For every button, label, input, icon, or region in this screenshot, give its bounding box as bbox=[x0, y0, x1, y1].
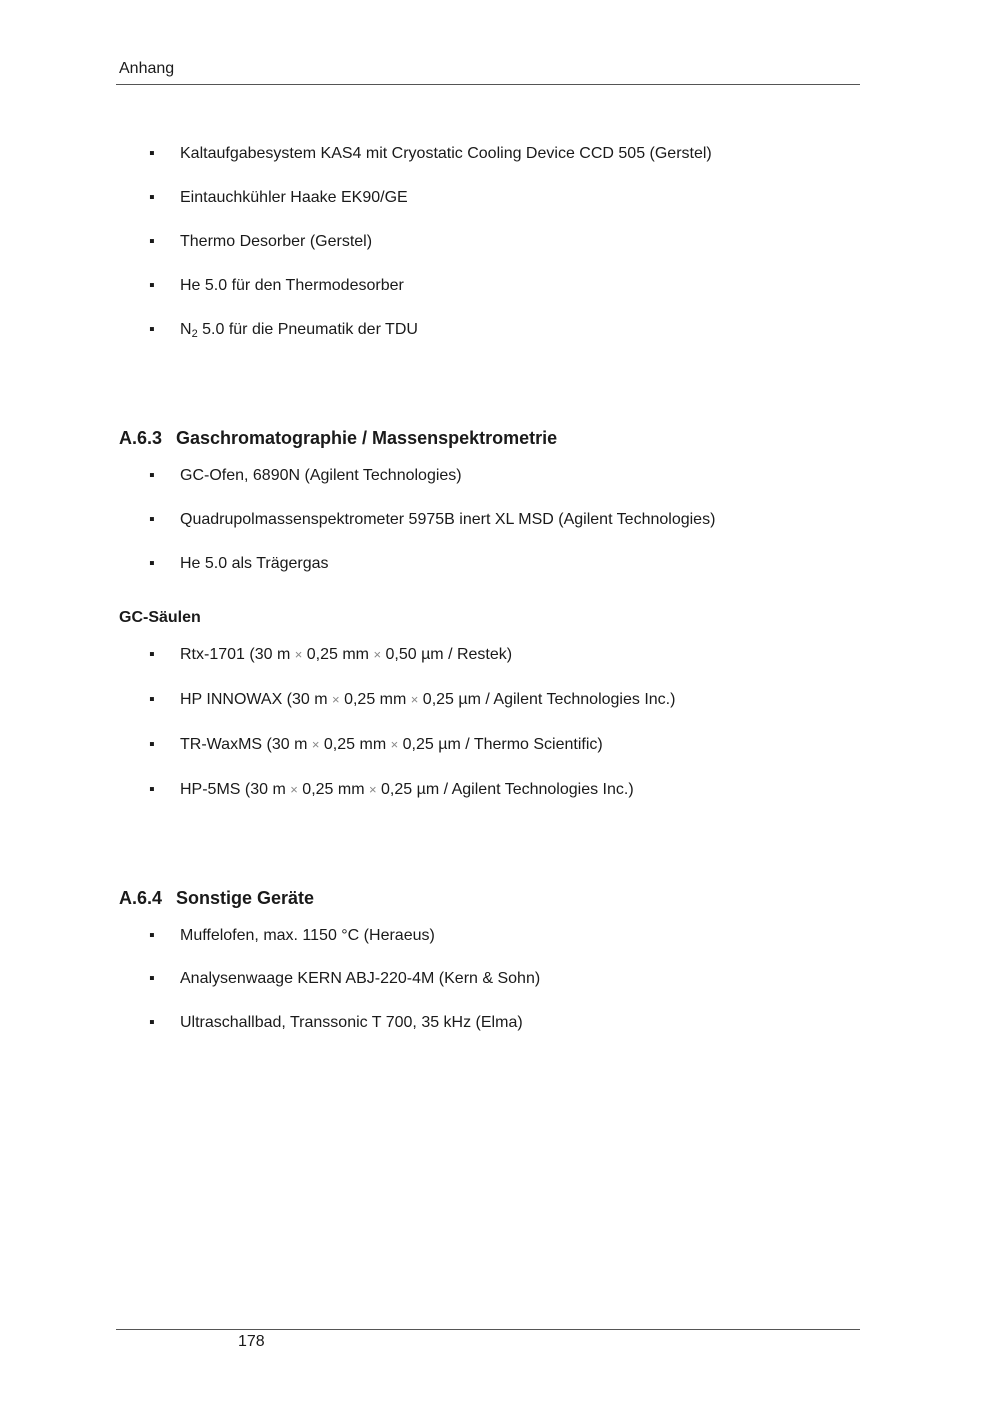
list-item bbox=[0, 186, 1000, 210]
column-part-c: 0,25 µm / Agilent Technologies Inc.) bbox=[418, 691, 676, 708]
header-title: Anhang bbox=[119, 60, 175, 77]
times-icon: × bbox=[294, 647, 303, 662]
column-part-c: 0,50 µm / Restek) bbox=[381, 646, 513, 663]
list-item-text: Thermo Desorber (Gerstel) bbox=[180, 233, 373, 250]
section-title: Sonstige Geräte bbox=[176, 888, 315, 908]
list-item bbox=[0, 733, 1000, 757]
list-item-text: Analysenwaage KERN ABJ-220-4M (Kern & Sohn) bbox=[180, 970, 541, 987]
bullet-icon: ▪ bbox=[149, 781, 155, 798]
list-item-text bbox=[180, 643, 512, 667]
list-item bbox=[0, 688, 1000, 712]
section-number: A.6.3 bbox=[119, 428, 163, 448]
list-item-text: Quadrupolmassenspektrometer 5975B inert XL MSD (Agilent Technologies) bbox=[180, 511, 716, 528]
bullet-icon: ▪ bbox=[149, 736, 155, 753]
times-icon: × bbox=[290, 782, 298, 797]
page-number: 178 bbox=[238, 1333, 265, 1350]
n2-subscript: 2 bbox=[191, 328, 198, 340]
bullet-icon: ▪ bbox=[149, 467, 155, 484]
column-part-b: 0,25 mm bbox=[302, 646, 374, 663]
bullet-icon: ▪ bbox=[149, 646, 155, 663]
section-number: A.6.4 bbox=[119, 888, 163, 908]
bullet-icon: ▪ bbox=[149, 1014, 155, 1031]
list-item bbox=[0, 778, 1000, 802]
list-item-text: He 5.0 für den Thermodesorber bbox=[180, 277, 404, 294]
times-icon: × bbox=[311, 737, 320, 752]
list-item-text bbox=[180, 318, 418, 346]
times-icon: × bbox=[373, 647, 382, 662]
section-heading-a63 bbox=[119, 426, 557, 450]
footer-divider bbox=[116, 1329, 860, 1330]
list-item-text: Kaltaufgabesystem KAS4 mit Cryostatic Cooling Device CCD 505 (Gerstel) bbox=[180, 145, 712, 162]
column-part-c: 0,25 µm / Thermo Scientific) bbox=[398, 736, 603, 753]
bullet-icon: ▪ bbox=[149, 927, 155, 944]
bullet-icon: ▪ bbox=[149, 145, 155, 162]
bullet-icon: ▪ bbox=[149, 189, 155, 206]
bullet-icon: ▪ bbox=[149, 691, 155, 708]
list-item bbox=[0, 274, 1000, 298]
bullet-icon: ▪ bbox=[149, 277, 155, 294]
header-divider bbox=[116, 84, 860, 85]
column-part-b: 0,25 mm bbox=[297, 781, 369, 798]
bullet-icon: ▪ bbox=[149, 321, 155, 338]
list-item bbox=[0, 552, 1000, 576]
column-part-a: Rtx-1701 (30 m bbox=[180, 646, 295, 663]
column-part-a: HP INNOWAX (30 m bbox=[180, 691, 333, 708]
list-item-text: GC-Ofen, 6890N (Agilent Technologies) bbox=[180, 467, 462, 484]
times-icon: × bbox=[332, 692, 340, 707]
list-item-text bbox=[180, 733, 603, 757]
section-heading-a64 bbox=[119, 886, 314, 910]
bullet-icon: ▪ bbox=[149, 970, 155, 987]
n2-symbol: N bbox=[180, 321, 192, 338]
list-item bbox=[0, 230, 1000, 254]
column-part-a: HP-5MS (30 m bbox=[180, 781, 291, 798]
list-item bbox=[0, 643, 1000, 667]
list-item-text: He 5.0 als Trägergas bbox=[180, 555, 329, 572]
times-icon: × bbox=[410, 692, 419, 707]
bullet-icon: ▪ bbox=[149, 555, 155, 572]
times-icon: × bbox=[390, 737, 399, 752]
column-part-b: 0,25 mm bbox=[319, 736, 391, 753]
bullet-icon: ▪ bbox=[149, 233, 155, 250]
subheading-gc-columns: GC-Säulen bbox=[119, 609, 201, 626]
list-item bbox=[0, 924, 1000, 948]
list-item-text: Muffelofen, max. 1150 °C (Heraeus) bbox=[180, 927, 435, 944]
list-item bbox=[0, 142, 1000, 166]
n2-rest: 5.0 für die Pneumatik der TDU bbox=[197, 321, 418, 338]
list-item bbox=[0, 318, 1000, 342]
list-item bbox=[0, 1011, 1000, 1035]
list-item-text: Eintauchkühler Haake EK90/GE bbox=[180, 189, 408, 206]
column-part-a: TR-WaxMS (30 m bbox=[180, 736, 312, 753]
column-part-c: 0,25 µm / Agilent Technologies Inc.) bbox=[376, 781, 634, 798]
list-item-text bbox=[180, 688, 675, 712]
list-item bbox=[0, 508, 1000, 532]
list-item bbox=[0, 967, 1000, 991]
list-item bbox=[0, 464, 1000, 488]
list-item-text: Ultraschallbad, Transsonic T 700, 35 kHz (Elma) bbox=[180, 1014, 523, 1031]
bullet-icon: ▪ bbox=[149, 511, 155, 528]
times-icon: × bbox=[368, 782, 377, 797]
list-item-text bbox=[180, 778, 634, 802]
section-title: Gaschromatographie / Massenspektrometrie bbox=[176, 428, 558, 448]
column-part-b: 0,25 mm bbox=[339, 691, 411, 708]
